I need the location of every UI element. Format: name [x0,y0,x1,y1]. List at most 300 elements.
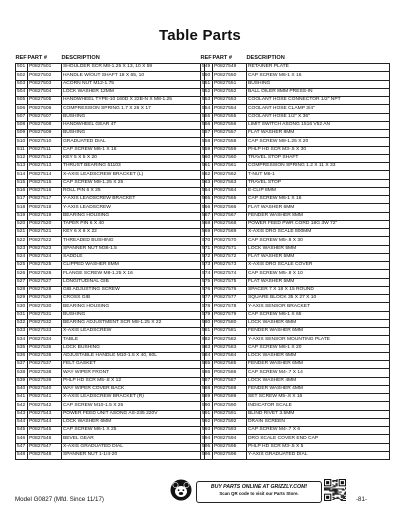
table-row [201,262,390,270]
part-number-cell: P0827570 [213,237,247,245]
table-row [16,410,205,418]
table-row [201,245,390,253]
description-cell: CAP SCREW M6-1 X 16 [247,72,390,80]
table-header-row [16,54,205,64]
table-row [16,237,205,245]
description-cell: TRAVEL STOP SHAFT [247,154,390,162]
ref-cell: 505 [16,97,28,105]
part-number-cell: P0827545 [28,427,62,435]
ref-cell: 501 [16,64,28,72]
description-cell: TRAVEL STOP [247,179,390,187]
table-row [16,361,205,369]
description-cell: THREADED BUSHING [62,237,205,245]
part-number-cell: P0827516 [28,187,62,195]
description-cell: RETAINER PLATE [247,64,390,72]
ref-cell: 514 [16,171,28,179]
table-row [201,154,390,162]
description-cell: KEY 5 X 5 X 20 [62,154,205,162]
part-number-cell: P0827574 [213,270,247,278]
ref-cell: 516 [16,187,28,195]
description-cell: TAPER PIN 6 X 40 [62,220,205,228]
part-number-cell: P0827503 [28,80,62,88]
ref-cell: 559 [201,146,213,154]
table-row [16,286,205,294]
table-row [16,204,205,212]
ref-cell: 533 [16,328,28,336]
ref-cell: 596 [201,451,213,459]
description-cell: FLANGE SCREW M8-1.25 X 16 [62,270,205,278]
part-number-cell: P0827593 [213,427,247,435]
table-row [16,138,205,146]
part-number-cell: P0827533 [28,328,62,336]
part-number-cell: P0827514 [28,171,62,179]
table-row [201,80,390,88]
table-row [16,146,205,154]
description-cell: SPANNER NUT M36-1.5 [62,245,205,253]
ref-cell: 524 [16,253,28,261]
description-cell: LOCK BUSHING [62,344,205,352]
description-cell: POWER FEED PWR CORD 18G 3W 72" [247,220,390,228]
part-number-cell: P0827544 [28,418,62,426]
table-row [16,344,205,352]
ref-cell: 548 [16,451,28,459]
description-cell: CROSS GIB [62,295,205,303]
promo-line-2: Scan QR code to visit our Parts Store. [219,491,299,496]
part-number-cell: P0827537 [28,361,62,369]
table-row [201,295,390,303]
description-cell: HANDLE W/OUT SHAFT 18 X 65, 10 [62,72,205,80]
table-row [201,270,390,278]
part-number-cell: P0827517 [28,196,62,204]
description-cell: POWER FEED UNIT ASONG AS-235 220V [62,410,205,418]
header-part: PART # [212,55,232,61]
table-row [16,154,205,162]
description-cell: ROLL PIN 6 X 25 [62,187,205,195]
ref-cell: 551 [201,80,213,88]
ref-cell: 507 [16,113,28,121]
table-row [201,163,390,171]
ref-cell: 588 [201,385,213,393]
part-number-cell: P0827522 [28,237,62,245]
description-cell: COOLANT HOSE 1/2" X 36" [247,113,390,121]
ref-cell: 575 [201,278,213,286]
part-number-cell: P0827506 [28,105,62,113]
ref-cell: 584 [201,352,213,360]
description-cell: CAP SCREW M4-.7 X 14 [247,369,390,377]
table-row [16,451,205,459]
part-number-cell: P0827577 [213,295,247,303]
part-number-cell: P0827529 [28,295,62,303]
ref-cell: 504 [16,88,28,96]
table-row [201,435,390,443]
ref-cell: 578 [201,303,213,311]
ref-cell: 579 [201,311,213,319]
table-row [16,212,205,220]
part-number-cell: P0827569 [213,229,247,237]
table-row [201,64,390,72]
description-cell: CAP SCREW M6-1 X 16 [62,146,205,154]
ref-cell: 591 [201,410,213,418]
table-row [201,286,390,294]
table-row [201,361,390,369]
ref-cell: 521 [16,229,28,237]
part-number-cell: P0827550 [213,72,247,80]
parts-store-banner[interactable] [196,481,322,503]
part-number-cell: P0827542 [28,402,62,410]
description-cell: FENDER WASHER 8MM [247,212,390,220]
table-row [201,138,390,146]
part-number-cell: P0827511 [28,146,62,154]
ref-cell: 586 [201,369,213,377]
description-cell: KEY 6 X 6 X 22 [62,229,205,237]
table-row [201,212,390,220]
part-number-cell: P0827501 [28,64,62,72]
table-row [16,72,205,80]
part-number-cell: P0827563 [213,179,247,187]
table-row [201,377,390,385]
part-number-cell: P0827584 [213,352,247,360]
table-row [16,130,205,138]
part-number-cell: P0827583 [213,344,247,352]
description-cell: E-CLIP 8MM [247,187,390,195]
description-cell: GRADUATED DIAL [62,138,205,146]
part-number-cell: P0827588 [213,385,247,393]
table-row [16,171,205,179]
ref-cell: 587 [201,377,213,385]
ref-cell: 528 [16,286,28,294]
table-row [201,146,390,154]
parts-table-right-body [201,64,390,460]
ref-cell: 515 [16,179,28,187]
ref-cell: 527 [16,278,28,286]
part-number-cell: P0827575 [213,278,247,286]
part-number-cell: P0827594 [213,435,247,443]
part-number-cell: P0827579 [213,311,247,319]
part-number-cell: P0827530 [28,303,62,311]
table-row [16,352,205,360]
table-row [201,311,390,319]
description-cell: PHLP HD SCR M3-.5 X 30 [247,146,390,154]
part-number-cell: P0827568 [213,220,247,228]
table-row [16,278,205,286]
model-label: Model G0827 (Mfd. Since 11/17) [15,496,104,503]
table-row [16,418,205,426]
description-cell: Y-AXIS SENSOR BRACKET [247,303,390,311]
table-row [201,253,390,261]
table-row [201,427,390,435]
part-number-cell: P0827547 [28,443,62,451]
description-cell: GIB ADJUSTING SCREW [62,286,205,294]
part-number-cell: P0827518 [28,204,62,212]
part-number-cell: P0827581 [213,328,247,336]
description-cell: PHLP HD SCR M3-.5 X 5 [247,443,390,451]
description-cell: X-AXIS LEADSCREW BRACKET (L) [62,171,205,179]
ref-cell: 577 [201,295,213,303]
ref-cell: 510 [16,138,28,146]
part-number-cell: P0827560 [213,154,247,162]
part-number-cell: P0827526 [28,270,62,278]
description-cell: CAP SCREW M5-.8 X 10 [247,270,390,278]
table-row [201,237,390,245]
table-row [16,163,205,171]
description-cell: BEARING HOUSING [62,303,205,311]
ref-cell: 553 [201,97,213,105]
description-cell: CAP SCREW M4-.7 X 6 [247,427,390,435]
description-cell: CAP SCREW M6-1 X 20 [247,344,390,352]
description-cell: CAP SCREW M8-1.25 X 25 [62,179,205,187]
description-cell: BEARING ADJUSTMENT SCR M8-1.25 X 22 [62,319,205,327]
part-number-cell: P0827540 [28,385,62,393]
table-row [16,105,205,113]
ref-cell: 580 [201,319,213,327]
table-row [16,377,205,385]
table-row [16,97,205,105]
part-number-cell: P0827592 [213,418,247,426]
part-number-cell: P0827538 [28,369,62,377]
part-number-cell: P0827523 [28,245,62,253]
description-cell: FELT GASKET [62,361,205,369]
part-number-cell: P0827587 [213,377,247,385]
part-number-cell: P0827510 [28,138,62,146]
description-cell: FENDER WASHER 4MM [247,385,390,393]
table-row [16,187,205,195]
table-row [16,113,205,121]
description-cell: CAP SCREW M6-1 X 65 [247,311,390,319]
part-number-cell: P0827564 [213,187,247,195]
description-cell: HANDWHEEL GEAR 4T [62,121,205,129]
ref-cell: 572 [201,253,213,261]
ref-cell: 546 [16,435,28,443]
description-cell: SADDLE [62,253,205,261]
ref-cell: 536 [16,352,28,360]
description-cell: FLAT WASHER 8MM [247,130,390,138]
table-row [201,179,390,187]
table-row [16,435,205,443]
ref-cell: 566 [201,204,213,212]
description-cell: CAP SCREW M8-1.25 X 20 [247,138,390,146]
part-number-cell: P0827549 [213,64,247,72]
header-part: PART # [27,55,47,61]
table-row [16,336,205,344]
description-cell: SHOULDER SCR M8-1.25 X 13, 10 X 59 [62,64,205,72]
part-number-cell: P0827519 [28,212,62,220]
ref-cell: 519 [16,212,28,220]
table-row [16,427,205,435]
ref-cell: 582 [201,336,213,344]
part-number-cell: P0827527 [28,278,62,286]
ref-cell: 538 [16,369,28,377]
table-row [201,121,390,129]
description-cell: BEVEL GEAR [62,435,205,443]
ref-cell: 558 [201,138,213,146]
ref-cell: 562 [201,171,213,179]
ref-cell: 537 [16,361,28,369]
description-cell: SQUARE BLOCK 35 X 27 X 10 [247,295,390,303]
part-number-cell: P0827561 [213,163,247,171]
ref-cell: 589 [201,394,213,402]
ref-cell: 549 [201,64,213,72]
part-number-cell: P0827524 [28,253,62,261]
table-row [16,220,205,228]
description-cell: FENDER WASHER 6MM [247,361,390,369]
ref-cell: 542 [16,402,28,410]
table-row [16,385,205,393]
grizzly-bear-logo-icon [170,479,192,501]
part-number-cell: P0827553 [213,97,247,105]
ref-cell: 560 [201,154,213,162]
parts-table-right [200,54,390,460]
description-cell: X-AXIS LEADSCREW BRACKET (R) [62,394,205,402]
ref-cell: 520 [16,220,28,228]
part-number-cell: P0827589 [213,394,247,402]
table-row [201,352,390,360]
table-row [16,319,205,327]
ref-cell: 518 [16,204,28,212]
header-ref: REF [200,55,212,61]
ref-cell: 508 [16,121,28,129]
header-description: DESCRIPTION [246,55,285,61]
description-cell: LOCK WASHER 6MM [62,418,205,426]
description-cell: BUSHING [62,311,205,319]
description-cell: Y-AXIS LEADSCREW [62,204,205,212]
ref-cell: 511 [16,146,28,154]
part-number-cell: P0827534 [28,336,62,344]
table-row [201,319,390,327]
description-cell: LOCK WASHER 4MM [247,377,390,385]
ref-cell: 523 [16,245,28,253]
table-row [201,72,390,80]
part-number-cell: P0827543 [28,410,62,418]
ref-cell: 513 [16,163,28,171]
part-number-cell: P0827585 [213,361,247,369]
ref-cell: 530 [16,303,28,311]
part-number-cell: P0827508 [28,121,62,129]
description-cell: BLIND RIVET 3.5MM [247,410,390,418]
ref-cell: 593 [201,427,213,435]
description-cell: BUSHING [62,130,205,138]
table-row [201,229,390,237]
description-cell: TABLE [62,336,205,344]
description-cell: CAP SCREW M10-1.5 X 25 [62,402,205,410]
description-cell: BEARING HOUSING [62,212,205,220]
ref-cell: 557 [201,130,213,138]
ref-cell: 539 [16,377,28,385]
part-number-cell: P0827505 [28,97,62,105]
description-cell: BALL OILER 8MM PRESS-IN [247,88,390,96]
part-number-cell: P0827582 [213,336,247,344]
part-number-cell: P0827558 [213,138,247,146]
part-number-cell: P0827567 [213,212,247,220]
part-number-cell: P0827548 [28,451,62,459]
description-cell: FLAT WASHER 5MM [247,253,390,261]
header-description: DESCRIPTION [61,55,100,61]
description-cell: SPANNER NUT 1-1/4-20 [62,451,205,459]
ref-cell: 544 [16,418,28,426]
header-ref: REF [15,55,27,61]
table-row [201,410,390,418]
ref-cell: 571 [201,245,213,253]
table-row [201,220,390,228]
part-number-cell: P0827551 [213,80,247,88]
part-number-cell: P0827541 [28,394,62,402]
ref-cell: 543 [16,410,28,418]
part-number-cell: P0827555 [213,113,247,121]
table-row [201,394,390,402]
part-number-cell: P0827539 [28,377,62,385]
ref-cell: 550 [201,72,213,80]
table-row [201,113,390,121]
description-cell: ACORN NUT M12-1.75 [62,80,205,88]
part-number-cell: P0827559 [213,146,247,154]
ref-cell: 565 [201,196,213,204]
part-number-cell: P0827504 [28,88,62,96]
table-row [16,179,205,187]
table-row [201,171,390,179]
ref-cell: 503 [16,80,28,88]
part-number-cell: P0827562 [213,171,247,179]
description-cell: CAP SCREW M5-.8 X 30 [247,237,390,245]
description-cell: X-AXIS LEADSCREW [62,328,205,336]
part-number-cell: P0827572 [213,253,247,261]
table-row [16,369,205,377]
ref-cell: 570 [201,237,213,245]
table-row [16,64,205,72]
ref-cell: 545 [16,427,28,435]
table-row [201,187,390,195]
description-cell: COMPRESSION SPRING 1.7 X 26 X 17 [62,105,205,113]
description-cell: LIMIT SWITCH ASONG 1516 V52 AN [247,121,390,129]
description-cell: BUSHING [247,80,390,88]
description-cell: INDICATOR SCALE [247,402,390,410]
description-cell: WAY WIPER COVER BACK [62,385,205,393]
description-cell: HANDWHEEL TYPE-10 160D X 22B-N X M8-1.25 [62,97,205,105]
table-row [16,121,205,129]
description-cell: LOCK WASHER 5MM [247,245,390,253]
table-row [16,88,205,96]
ref-cell: 534 [16,336,28,344]
ref-cell: 555 [201,113,213,121]
table-row [16,311,205,319]
part-number-cell: P0827520 [28,220,62,228]
part-number-cell: P0827565 [213,196,247,204]
description-cell: SET SCREW M5-.8 X 16 [247,394,390,402]
description-cell: COOLANT HOSE CONNECTOR 1/2" NPT [247,97,390,105]
part-number-cell: P0827590 [213,402,247,410]
table-row [201,418,390,426]
table-row [201,328,390,336]
table-row [16,295,205,303]
table-row [16,262,205,270]
table-row [201,451,390,459]
part-number-cell: P0827591 [213,410,247,418]
ref-cell: 532 [16,319,28,327]
ref-cell: 526 [16,270,28,278]
table-row [201,336,390,344]
part-number-cell: P0827515 [28,179,62,187]
description-cell: Y-AXIS SENSOR MOUNTING PLATE [247,336,390,344]
description-cell: X-AXIS GRADUATED DIAL [62,443,205,451]
ref-cell: 556 [201,121,213,129]
description-cell: FENDER WASHER 6MM [247,328,390,336]
qr-code-icon[interactable] [324,479,346,501]
part-number-cell: P0827509 [28,130,62,138]
promo-line-1: BUY PARTS ONLINE AT GRIZZLY.COM! [210,484,308,490]
part-number-cell: P0827554 [213,105,247,113]
page-title: Table Parts [159,27,241,44]
table-row [201,303,390,311]
table-row [16,402,205,410]
table-row [201,385,390,393]
